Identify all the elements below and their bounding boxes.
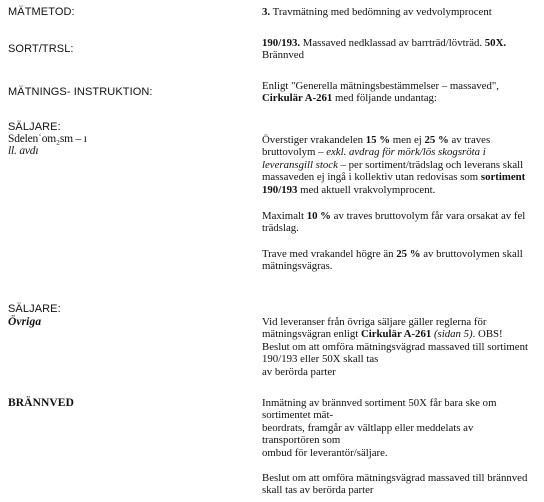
trave-pct: 25 %: [396, 248, 421, 260]
vrak-pct-25: 25 %: [424, 134, 449, 146]
sort-brannved: Brännved: [262, 49, 304, 62]
instruktion-line1: Enligt "Generella mätningsbestämmelser – massaved",: [262, 80, 499, 92]
vrak-pct-15: 15 %: [365, 134, 391, 146]
matmetod-text: [262, 6, 532, 18]
brannved-line1: Inmätning av brännved sortiment 50X får bara ske om sortimentet mät-: [262, 397, 497, 422]
trave-text-c: av bruttovolymen skall: [420, 248, 523, 260]
brannved-line3: ombud för leverantör/säljare.: [262, 446, 388, 459]
saljare-sub-1: Sdelenʿom₂sm – ı: [8, 133, 87, 145]
sort-text: [262, 37, 532, 62]
vrak-sortiment: sortiment 190/193: [262, 171, 526, 196]
sort-code-50x: 50X.: [484, 37, 507, 49]
trave-text-d: mätningsvägras.: [262, 260, 333, 273]
vrak-text-c: men ej: [390, 134, 425, 146]
vrak-text-e: av traves bruttovolym –: [262, 134, 491, 159]
ovriga-circular: Cirkulär A-261: [360, 328, 432, 341]
saljare-sub-ovriga: Övriga: [8, 316, 42, 328]
sort-label: SORT/TRSL:: [8, 43, 74, 55]
vrak-exkl-text: exkl. avdrag för mörk/lös skogsröta i leveransgill stock: [262, 146, 486, 171]
brannved-label: BRÄNNVED: [8, 397, 74, 409]
sort-description: Massaved nedklassad av barrträd/lövträd.: [300, 37, 485, 49]
ovriga-text-4: Beslut om att omföra mätningsvägrad massaved till sortiment 190/193 eller 50X skall tas: [262, 340, 528, 366]
ovriga-obs: . OBS!: [472, 328, 503, 341]
trave-paragraph: [262, 248, 532, 273]
sort-code-190: 190/193.: [262, 37, 301, 49]
brannved-paragraph: [262, 397, 532, 459]
ovriga-paragraph: [262, 316, 532, 378]
maximalt-paragraph: [262, 210, 532, 235]
matmetod-number: 3.: [262, 6, 271, 18]
saljare-label-2: SÄLJARE:: [8, 303, 61, 315]
vrak-text-a: Överstiger vrakandelen: [262, 134, 366, 146]
ovriga-sidan: (sidan 5): [431, 328, 473, 341]
maximalt-text-c: av traves bruttovolym får vara orsakat av fel trädslag.: [262, 210, 526, 235]
saljare-sub-2: ll. avdı: [8, 145, 39, 157]
saljare-label-1: SÄLJARE:: [8, 121, 61, 133]
instruktion-label: MÄTNINGS- INSTRUKTION:: [8, 86, 153, 98]
ovriga-text-1: Vid leveranser från övriga säljare gäller reglerna för mätningsvägran enligt: [262, 316, 487, 341]
maximalt-pct: 10 %: [306, 210, 331, 222]
vrak-text-i: med aktuell vrakvolymprocent.: [297, 183, 436, 196]
instruktion-text: [262, 80, 532, 105]
instruktion-circular: Cirkulär A-261: [262, 92, 333, 105]
instruktion-line2: med följande undantag:: [332, 92, 437, 105]
maximalt-text-a: Maximalt: [262, 210, 307, 222]
ovriga-text-5: av berörda parter: [262, 365, 336, 378]
matmetod-description: Travmätning med bedömning av vedvolymprocent: [270, 6, 492, 18]
brannved-line2: beordrats, framgår av vältlapp eller meddelats av transportören som: [262, 421, 474, 447]
matmetod-label: MÄTMETOD:: [8, 6, 75, 18]
trave-text-a: Trave med vrakandel högre än: [262, 248, 397, 260]
vrak-paragraph: [262, 134, 532, 196]
vrak-text-g: – per sortiment/trädslag och leverans skall massaveden ej ingå i kollektiv utan redovisas som: [262, 158, 524, 184]
brannved-beslut: Beslut om att omföra mätningsvägrad massaved till brännved skall tas av berörda parter: [262, 472, 528, 497]
